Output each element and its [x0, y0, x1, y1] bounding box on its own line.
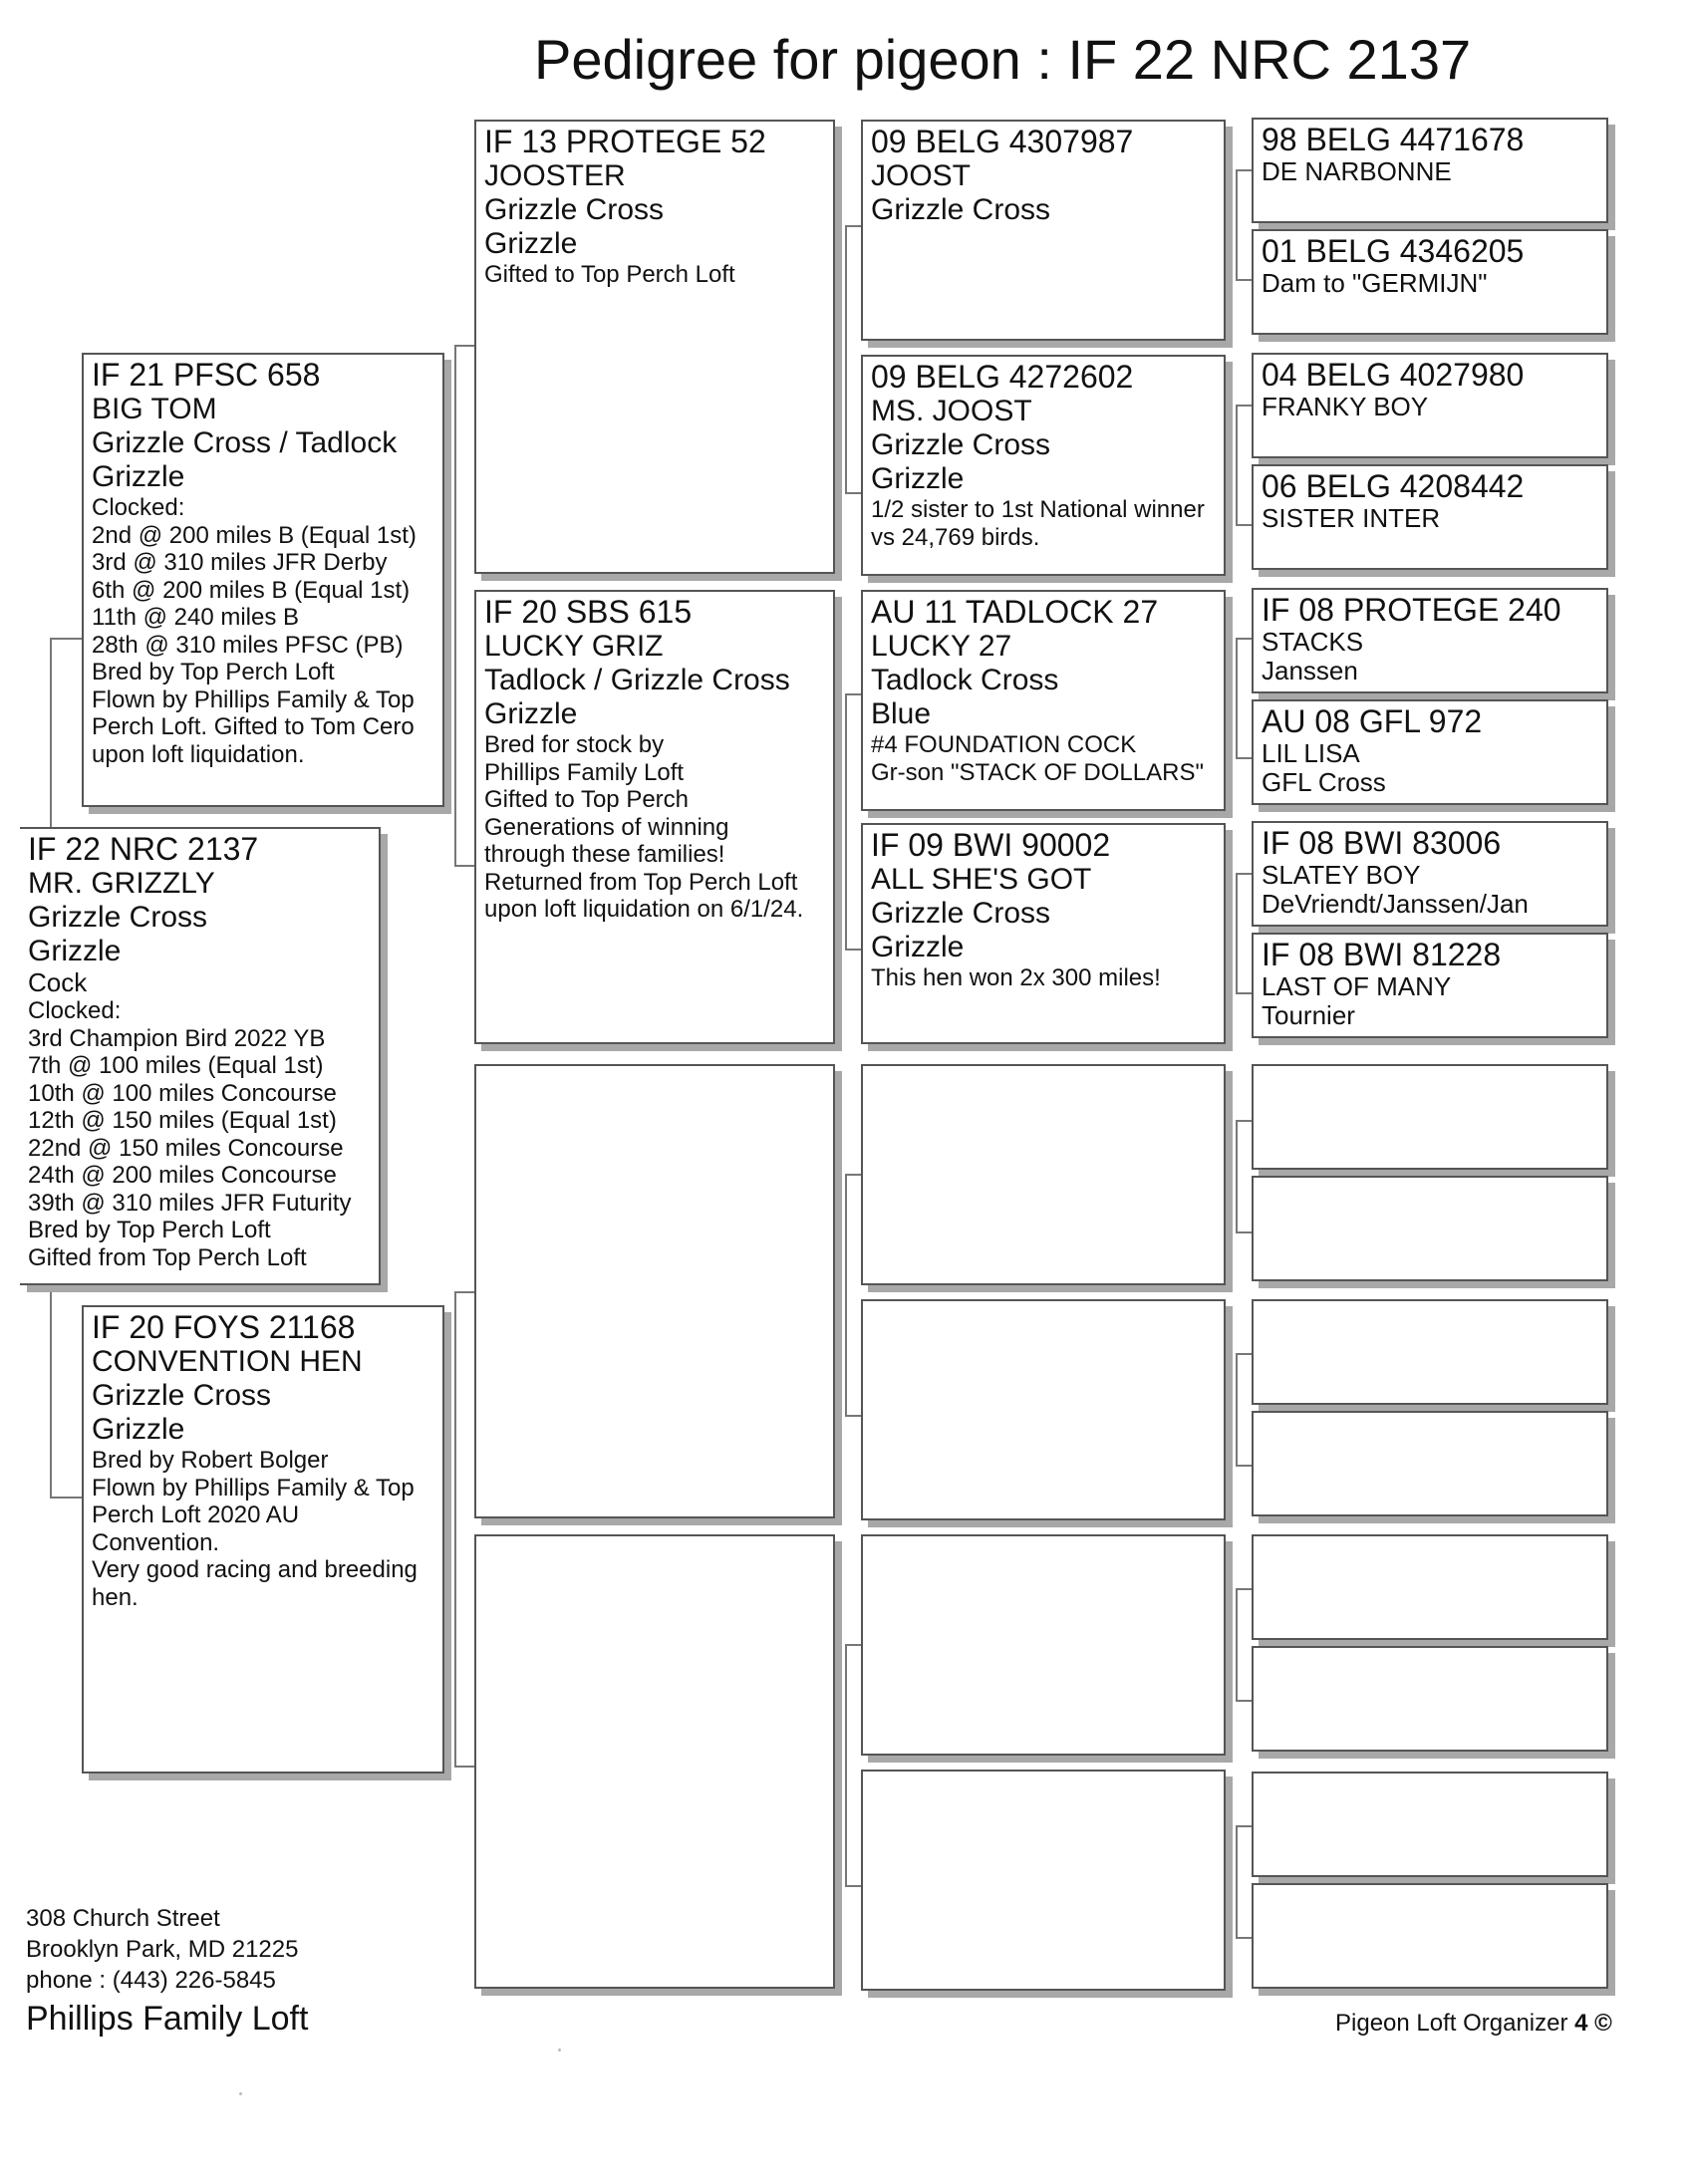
sire-sire-card — [474, 120, 835, 574]
address-street: 308 Church Street — [26, 1905, 220, 1932]
gen3-ring-number: 09 BELG 4307987 — [871, 124, 1134, 159]
gen4-extra: DeVriendt/Janssen/Jan — [1262, 889, 1529, 919]
sire-note: 3rd @ 310 miles JFR Derby — [92, 549, 388, 576]
gen4-card-empty — [1252, 1883, 1608, 1989]
software-credit — [1335, 2009, 1612, 2039]
sire-ring-number: IF 21 PFSC 658 — [92, 357, 321, 393]
subject-name: MR. GRIZZLY — [28, 867, 215, 900]
sire-card — [82, 353, 444, 807]
dam-note: Bred by Robert Bolger — [92, 1447, 329, 1474]
gen3-ring-number: 09 BELG 4272602 — [871, 359, 1134, 395]
subject-note: 12th @ 150 miles (Equal 1st) — [28, 1107, 337, 1134]
sire-dam-ring-number: IF 20 SBS 615 — [484, 594, 693, 630]
gen3-color: Blue — [871, 697, 932, 730]
gen3-ring-number: IF 09 BWI 90002 — [871, 827, 1111, 863]
gen4-ring-number: 98 BELG 4471678 — [1262, 122, 1525, 157]
address-phone: phone : (443) 226-5845 — [26, 1967, 276, 1994]
sire-sire-color: Grizzle — [484, 227, 578, 260]
gen4-ring-number: 04 BELG 4027980 — [1262, 357, 1525, 393]
gen3-note: vs 24,769 birds. — [871, 523, 1040, 551]
dam-note: Very good racing and breeding — [92, 1556, 418, 1583]
sire-dam-color: Grizzle — [484, 697, 578, 730]
sire-dam-note: Phillips Family Loft — [484, 758, 685, 786]
subject-note: 10th @ 100 miles Concourse — [28, 1079, 337, 1107]
gen3-card-1 — [861, 120, 1226, 341]
gen4-extra: Tournier — [1262, 1000, 1355, 1030]
gen3-card-empty — [861, 1770, 1226, 1991]
sire-note: 11th @ 240 miles B — [92, 604, 300, 631]
gen4-card-empty — [1252, 1534, 1608, 1640]
gen3-color: Grizzle — [871, 931, 965, 963]
dam-sire-card-empty — [474, 1064, 835, 1518]
gen4-card-8 — [1252, 933, 1608, 1038]
gen3-note: This hen won 2x 300 miles! — [871, 964, 1161, 991]
sire-dam-note: Bred for stock by — [484, 731, 665, 758]
subject-ring-number: IF 22 NRC 2137 — [28, 831, 259, 867]
dam-note: Perch Loft 2020 AU — [92, 1502, 300, 1528]
gen3-name: ALL SHE'S GOT — [871, 863, 1092, 896]
sire-sire-name: JOOSTER — [484, 159, 626, 192]
gen4-name: FRANKY BOY — [1262, 392, 1429, 421]
subject-strain: Grizzle Cross — [28, 901, 208, 934]
gen4-name: LAST OF MANY — [1262, 971, 1452, 1001]
sire-sire-note: Gifted to Top Perch Loft — [484, 261, 735, 288]
sire-dam-note: Gifted to Top Perch — [484, 786, 690, 813]
address-city: Brooklyn Park, MD 21225 — [26, 1936, 299, 1963]
sire-dam-note: Generations of winning — [484, 813, 729, 841]
subject-note: Clocked: — [28, 997, 122, 1024]
subject-note: Bred by Top Perch Loft — [28, 1217, 271, 1243]
gen4-card-7 — [1252, 821, 1608, 927]
sire-note: 2nd @ 200 miles B (Equal 1st) — [92, 521, 417, 549]
sire-dam-name: LUCKY GRIZ — [484, 630, 664, 663]
gen3-name: LUCKY 27 — [871, 630, 1012, 663]
gen4-ring-number: IF 08 BWI 81228 — [1262, 937, 1502, 972]
gen4-card-2 — [1252, 229, 1608, 335]
gen4-card-1 — [1252, 118, 1608, 223]
gen3-card-2 — [861, 355, 1226, 576]
gen4-name: Dam to "GERMIJN" — [1262, 268, 1488, 298]
software-name: Pigeon Loft Organizer — [1335, 2010, 1568, 2037]
software-version: 4 © — [1574, 2010, 1612, 2037]
gen4-card-6 — [1252, 699, 1608, 805]
gen3-name: JOOST — [871, 159, 972, 192]
sire-sire-strain: Grizzle Cross — [484, 193, 665, 226]
sire-note: 6th @ 200 miles B (Equal 1st) — [92, 576, 411, 604]
gen3-card-4 — [861, 823, 1226, 1044]
connector — [454, 1291, 476, 1768]
loft-address — [26, 1903, 298, 1996]
gen4-name: LIL LISA — [1262, 738, 1360, 768]
gen4-name: DE NARBONNE — [1262, 156, 1452, 186]
gen4-ring-number: IF 08 BWI 83006 — [1262, 825, 1502, 861]
subject-note: 24th @ 200 miles Concourse — [28, 1162, 337, 1189]
gen4-card-empty — [1252, 1646, 1608, 1752]
gen4-card-3 — [1252, 353, 1608, 458]
dam-note: Convention. — [92, 1528, 220, 1556]
gen3-ring-number: AU 11 TADLOCK 27 — [871, 594, 1159, 630]
gen4-card-4 — [1252, 464, 1608, 570]
loft-name: Phillips Family Loft — [26, 2000, 309, 2038]
sire-note: Bred by Top Perch Loft — [92, 659, 335, 685]
dam-dam-card-empty — [474, 1534, 835, 1989]
sire-sire-ring-number: IF 13 PROTEGE 52 — [484, 124, 766, 159]
gen4-ring-number: AU 08 GFL 972 — [1262, 703, 1483, 739]
subject-note: 22nd @ 150 miles Concourse — [28, 1134, 344, 1162]
subject-color: Grizzle — [28, 935, 122, 967]
gen3-note: 1/2 sister to 1st National winner — [871, 496, 1205, 523]
dam-strain: Grizzle Cross — [92, 1379, 272, 1412]
sire-strain: Grizzle Cross / Tadlock — [92, 426, 398, 459]
gen4-card-empty — [1252, 1411, 1608, 1516]
gen3-note: Gr-son "STACK OF DOLLARS" — [871, 758, 1204, 786]
dam-name: CONVENTION HEN — [92, 1345, 363, 1378]
gen4-card-empty — [1252, 1772, 1608, 1877]
sire-dam-card — [474, 590, 835, 1044]
gen4-extra: Janssen — [1262, 656, 1358, 685]
sire-color: Grizzle — [92, 460, 185, 493]
gen3-color: Grizzle — [871, 462, 965, 495]
sire-note: Flown by Phillips Family & Top — [92, 685, 415, 713]
sire-note: Perch Loft. Gifted to Tom Cero — [92, 713, 415, 740]
sire-dam-strain: Tadlock / Grizzle Cross — [484, 664, 790, 696]
scan-speck — [239, 2092, 242, 2095]
gen3-strain: Grizzle Cross — [871, 897, 1051, 930]
gen3-strain: Tadlock Cross — [871, 664, 1059, 696]
gen4-ring-number: 06 BELG 4208442 — [1262, 468, 1525, 504]
dam-ring-number: IF 20 FOYS 21168 — [92, 1309, 356, 1345]
sire-dam-note: through these families! — [484, 841, 725, 868]
gen3-note: #4 FOUNDATION COCK — [871, 731, 1137, 758]
gen4-card-5 — [1252, 588, 1608, 693]
subject-pigeon-card — [20, 827, 381, 1285]
gen3-strain: Grizzle Cross — [871, 193, 1051, 226]
connector — [50, 638, 84, 829]
subject-note: Cock — [28, 967, 88, 997]
sire-name: BIG TOM — [92, 393, 217, 425]
scan-speck — [558, 2048, 561, 2051]
gen4-card-empty — [1252, 1176, 1608, 1281]
gen4-ring-number: 01 BELG 4346205 — [1262, 233, 1525, 269]
subject-note: 39th @ 310 miles JFR Futurity — [28, 1189, 352, 1217]
subject-note: 7th @ 100 miles (Equal 1st) — [28, 1052, 324, 1079]
connector — [50, 1285, 84, 1499]
gen3-card-3 — [861, 590, 1226, 811]
sire-dam-note: Returned from Top Perch Loft — [484, 868, 798, 896]
gen3-strain: Grizzle Cross — [871, 428, 1051, 461]
gen3-card-empty — [861, 1299, 1226, 1520]
gen4-card-empty — [1252, 1299, 1608, 1405]
gen4-name: SISTER INTER — [1262, 503, 1441, 533]
gen3-name: MS. JOOST — [871, 395, 1032, 427]
gen4-name: STACKS — [1262, 627, 1364, 657]
gen3-card-empty — [861, 1534, 1226, 1756]
sire-note: Clocked: — [92, 494, 185, 521]
gen4-card-empty — [1252, 1064, 1608, 1170]
gen3-card-empty — [861, 1064, 1226, 1285]
sire-note: 28th @ 310 miles PFSC (PB) — [92, 631, 404, 659]
dam-note: hen. — [92, 1583, 139, 1611]
dam-card — [82, 1305, 444, 1774]
gen4-ring-number: IF 08 PROTEGE 240 — [1262, 592, 1561, 628]
subject-note: Gifted from Top Perch Loft — [28, 1243, 307, 1271]
gen4-name: SLATEY BOY — [1262, 860, 1421, 890]
gen4-extra: GFL Cross — [1262, 767, 1386, 797]
dam-color: Grizzle — [92, 1413, 185, 1446]
connector — [454, 345, 476, 867]
sire-dam-note: upon loft liquidation on 6/1/24. — [484, 896, 804, 923]
sire-note: upon loft liquidation. — [92, 740, 305, 768]
page-title: Pedigree for pigeon : IF 22 NRC 2137 — [534, 28, 1472, 91]
dam-note: Flown by Phillips Family & Top — [92, 1474, 415, 1502]
subject-note: 3rd Champion Bird 2022 YB — [28, 1024, 326, 1052]
